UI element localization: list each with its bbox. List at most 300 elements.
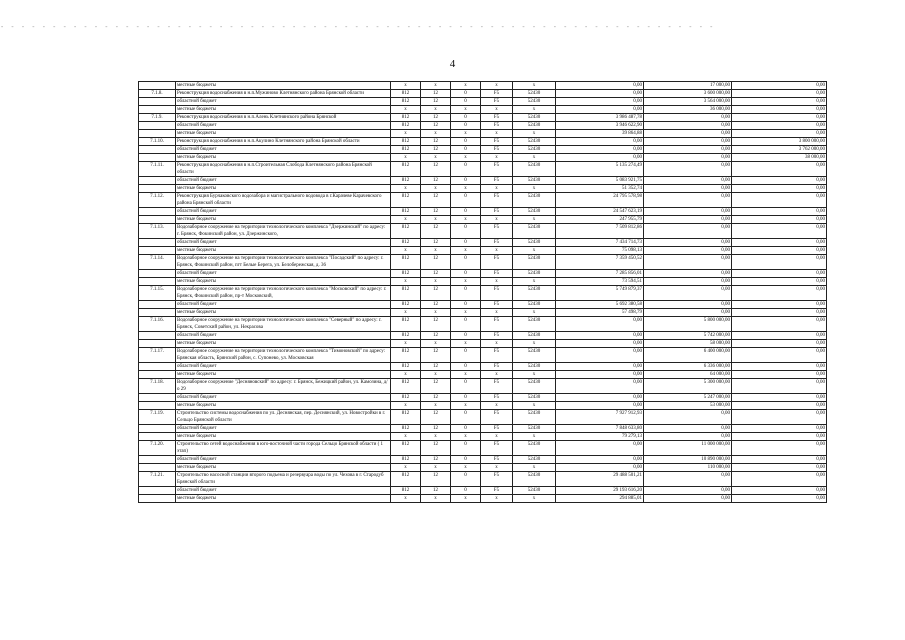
item-name: местные бюджеты xyxy=(176,402,391,410)
value-year-3: 0,00 xyxy=(732,114,827,122)
table-row xyxy=(139,464,827,472)
table-row xyxy=(139,456,827,464)
code-a: x xyxy=(391,247,421,255)
code-d: x xyxy=(481,216,513,224)
code-d: x xyxy=(481,247,513,255)
code-c: x xyxy=(451,278,481,286)
code-a: x xyxy=(391,154,421,162)
code-b: x xyxy=(421,309,451,317)
item-name: областной бюджет xyxy=(176,122,391,130)
code-d: F5 xyxy=(481,332,513,340)
table-row xyxy=(139,177,827,185)
value-year-3: 0,00 xyxy=(732,317,827,332)
code-a: 812 xyxy=(391,472,421,487)
item-number xyxy=(139,464,176,472)
value-year-3: 3 800 000,00 xyxy=(732,138,827,146)
item-number xyxy=(139,146,176,154)
item-number xyxy=(139,495,176,503)
item-name: Водозаборное сооружение на территории технологического комплекса "Северный" по адресу: г. Брянск, Советский район, ул. Некрасова xyxy=(176,317,391,332)
item-name: местные бюджеты xyxy=(176,464,391,472)
code-c: 0 xyxy=(451,114,481,122)
value-year-1: 0,00 xyxy=(556,348,644,363)
item-number: 7.1.12. xyxy=(139,193,176,208)
value-year-2: 3 600 000,00 xyxy=(644,90,732,98)
code-d: F5 xyxy=(481,394,513,402)
item-number xyxy=(139,394,176,402)
code-c: 0 xyxy=(451,138,481,146)
item-name: областной бюджет xyxy=(176,270,391,278)
item-number xyxy=(139,487,176,495)
table-row xyxy=(139,146,827,154)
value-year-2: 0,00 xyxy=(644,154,732,162)
code-e: x xyxy=(513,340,556,348)
table-row xyxy=(139,340,827,348)
code-d: F5 xyxy=(481,286,513,301)
code-a: 812 xyxy=(391,114,421,122)
code-a: 812 xyxy=(391,301,421,309)
value-year-3: 0,00 xyxy=(732,90,827,98)
item-number xyxy=(139,456,176,464)
value-year-2: 3 564 000,00 xyxy=(644,98,732,106)
table-row xyxy=(139,410,827,425)
item-name: местные бюджеты xyxy=(176,340,391,348)
code-e: 52430 xyxy=(513,90,556,98)
code-b: 12 xyxy=(421,146,451,154)
table-row xyxy=(139,138,827,146)
code-e: 52430 xyxy=(513,332,556,340)
code-a: x xyxy=(391,371,421,379)
table-row xyxy=(139,90,827,98)
value-year-1: 0,00 xyxy=(556,154,644,162)
item-number xyxy=(139,154,176,162)
item-name: областной бюджет xyxy=(176,177,391,185)
value-year-3: 0,00 xyxy=(732,332,827,340)
item-number xyxy=(139,98,176,106)
code-a: 812 xyxy=(391,90,421,98)
item-name: местные бюджеты xyxy=(176,433,391,441)
code-c: x xyxy=(451,433,481,441)
code-c: x xyxy=(451,464,481,472)
code-d: F5 xyxy=(481,177,513,185)
item-number xyxy=(139,82,176,90)
code-c: x xyxy=(451,340,481,348)
table-row xyxy=(139,114,827,122)
code-c: x xyxy=(451,495,481,503)
code-a: x xyxy=(391,495,421,503)
code-c: x xyxy=(451,402,481,410)
code-c: x xyxy=(451,247,481,255)
code-b: 12 xyxy=(421,208,451,216)
value-year-2: 0,00 xyxy=(644,425,732,433)
item-name: областной бюджет xyxy=(176,208,391,216)
code-a: 812 xyxy=(391,122,421,130)
code-e: 52430 xyxy=(513,208,556,216)
item-number xyxy=(139,177,176,185)
code-d: x xyxy=(481,106,513,114)
code-a: x xyxy=(391,185,421,193)
value-year-2: 10 890 000,00 xyxy=(644,456,732,464)
code-a: 812 xyxy=(391,239,421,247)
item-name: областной бюджет xyxy=(176,239,391,247)
item-number: 7.1.20. xyxy=(139,441,176,456)
value-year-3: 0,00 xyxy=(732,301,827,309)
value-year-1: 0,00 xyxy=(556,332,644,340)
value-year-2: 0,00 xyxy=(644,239,732,247)
code-c: x xyxy=(451,309,481,317)
code-a: x xyxy=(391,340,421,348)
value-year-1: 7 927 912,93 xyxy=(556,410,644,425)
code-c: 0 xyxy=(451,177,481,185)
code-b: 12 xyxy=(421,286,451,301)
code-d: F5 xyxy=(481,224,513,239)
value-year-1: 5 135 274,49 xyxy=(556,162,644,177)
code-b: x xyxy=(421,247,451,255)
code-b: 12 xyxy=(421,348,451,363)
value-year-2: 11 000 000,00 xyxy=(644,441,732,456)
item-number: 7.1.15. xyxy=(139,286,176,301)
value-year-1: 294 885,01 xyxy=(556,495,644,503)
item-number: 7.1.9. xyxy=(139,114,176,122)
value-year-1: 5 692 380,58 xyxy=(556,301,644,309)
item-name: местные бюджеты xyxy=(176,154,391,162)
code-b: 12 xyxy=(421,317,451,332)
code-a: 812 xyxy=(391,193,421,208)
code-b: 12 xyxy=(421,332,451,340)
value-year-3: 0,00 xyxy=(732,177,827,185)
table-row xyxy=(139,255,827,270)
value-year-2: 0,00 xyxy=(644,255,732,270)
code-c: 0 xyxy=(451,239,481,247)
value-year-1: 7 848 633,80 xyxy=(556,425,644,433)
item-name: Реконструкция водоснабжения в н.п.Алень Клетнянского района Брянской xyxy=(176,114,391,122)
value-year-1: 0,00 xyxy=(556,363,644,371)
value-year-2: 0,00 xyxy=(644,301,732,309)
code-c: 0 xyxy=(451,301,481,309)
code-e: x xyxy=(513,106,556,114)
code-d: F5 xyxy=(481,441,513,456)
code-b: x xyxy=(421,433,451,441)
value-year-1: 0,00 xyxy=(556,340,644,348)
code-c: 0 xyxy=(451,425,481,433)
code-d: F5 xyxy=(481,208,513,216)
value-year-1: 0,00 xyxy=(556,98,644,106)
code-b: 12 xyxy=(421,162,451,177)
code-e: 52430 xyxy=(513,348,556,363)
code-d: F5 xyxy=(481,193,513,208)
value-year-1: 0,00 xyxy=(556,379,644,394)
item-name: местные бюджеты xyxy=(176,309,391,317)
code-e: 52430 xyxy=(513,379,556,394)
value-year-3: 0,00 xyxy=(732,456,827,464)
table-row xyxy=(139,309,827,317)
code-e: 52430 xyxy=(513,441,556,456)
value-year-3: 0,00 xyxy=(732,402,827,410)
value-year-3: 0,00 xyxy=(732,82,827,90)
value-year-2: 58 000,00 xyxy=(644,340,732,348)
item-number xyxy=(139,247,176,255)
value-year-2: 0,00 xyxy=(644,185,732,193)
code-d: x xyxy=(481,433,513,441)
value-year-3: 0,00 xyxy=(732,106,827,114)
code-b: x xyxy=(421,216,451,224)
value-year-2: 0,00 xyxy=(644,138,732,146)
value-year-3: 0,00 xyxy=(732,98,827,106)
code-b: 12 xyxy=(421,193,451,208)
code-d: x xyxy=(481,82,513,90)
code-b: 12 xyxy=(421,363,451,371)
value-year-1: 247 955,79 xyxy=(556,216,644,224)
code-a: x xyxy=(391,106,421,114)
table-row xyxy=(139,82,827,90)
item-number xyxy=(139,185,176,193)
code-c: 0 xyxy=(451,441,481,456)
item-name: местные бюджеты xyxy=(176,216,391,224)
value-year-1: 0,00 xyxy=(556,138,644,146)
budget-table xyxy=(138,81,827,503)
code-c: x xyxy=(451,185,481,193)
item-name: Реконструкция водоснабжения в н.п.Мужиново Клетнянского района Брянской области xyxy=(176,90,391,98)
value-year-1: 0,00 xyxy=(556,82,644,90)
value-year-1: 5 749 879,37 xyxy=(556,286,644,301)
code-d: F5 xyxy=(481,90,513,98)
code-a: 812 xyxy=(391,348,421,363)
code-a: 812 xyxy=(391,146,421,154)
code-c: x xyxy=(451,216,481,224)
code-b: 12 xyxy=(421,301,451,309)
value-year-1: 75 098,13 xyxy=(556,247,644,255)
code-b: x xyxy=(421,106,451,114)
code-e: x xyxy=(513,185,556,193)
value-year-2: 0,00 xyxy=(644,114,732,122)
code-a: 812 xyxy=(391,317,421,332)
value-year-1: 3 946 622,90 xyxy=(556,122,644,130)
code-e: x xyxy=(513,464,556,472)
code-e: 52430 xyxy=(513,138,556,146)
value-year-2: 0,00 xyxy=(644,495,732,503)
value-year-1: 57 498,79 xyxy=(556,309,644,317)
value-year-1: 29 193 616,20 xyxy=(556,487,644,495)
code-a: x xyxy=(391,82,421,90)
code-d: F5 xyxy=(481,456,513,464)
code-a: x xyxy=(391,402,421,410)
code-c: 0 xyxy=(451,270,481,278)
table-row xyxy=(139,98,827,106)
value-year-1: 7 285 856,01 xyxy=(556,270,644,278)
value-year-2: 64 000,00 xyxy=(644,371,732,379)
code-a: 812 xyxy=(391,162,421,177)
code-c: 0 xyxy=(451,224,481,239)
item-number xyxy=(139,301,176,309)
code-e: 52430 xyxy=(513,317,556,332)
code-d: F5 xyxy=(481,138,513,146)
value-year-2: 5 742 000,00 xyxy=(644,332,732,340)
item-name: местные бюджеты xyxy=(176,278,391,286)
item-number: 7.1.17. xyxy=(139,348,176,363)
table-row xyxy=(139,487,827,495)
value-year-3: 0,00 xyxy=(732,224,827,239)
code-b: x xyxy=(421,464,451,472)
value-year-1: 0,00 xyxy=(556,371,644,379)
code-b: 12 xyxy=(421,487,451,495)
value-year-2: 6 336 000,00 xyxy=(644,363,732,371)
item-name: Водозаборное сооружение на территории технологического комплекса "Московский" по адресу: г. Брянск, Фокинский район, пр-т Московский, xyxy=(176,286,391,301)
value-year-1: 0,00 xyxy=(556,317,644,332)
code-d: x xyxy=(481,185,513,193)
code-b: x xyxy=(421,82,451,90)
value-year-2: 36 000,00 xyxy=(644,106,732,114)
code-e: x xyxy=(513,154,556,162)
table-row xyxy=(139,317,827,332)
code-b: x xyxy=(421,402,451,410)
code-d: F5 xyxy=(481,255,513,270)
item-name: областной бюджет xyxy=(176,146,391,154)
item-number xyxy=(139,122,176,130)
code-e: 52430 xyxy=(513,255,556,270)
item-number xyxy=(139,363,176,371)
value-year-3: 0,00 xyxy=(732,472,827,487)
item-name: местные бюджеты xyxy=(176,247,391,255)
header-artifact: - - - - - - - - - - - - - - - - - - - - - - - - - - - - - - - - - - - - - - - - - - - - - - - - - - - - - - - - - - - - - - - - - - - - - xyxy=(0,23,715,31)
item-number: 7.1.21. xyxy=(139,472,176,487)
code-b: 12 xyxy=(421,90,451,98)
item-number xyxy=(139,309,176,317)
code-a: x xyxy=(391,278,421,286)
item-number xyxy=(139,433,176,441)
code-c: 0 xyxy=(451,98,481,106)
item-name: Реконструкция Бурчаковского водозабора и магистрального водовода в г.Карачеве Карачевского района Брянской области xyxy=(176,193,391,208)
value-year-1: 3 986 487,78 xyxy=(556,114,644,122)
value-year-1: 24 547 623,19 xyxy=(556,208,644,216)
value-year-1: 0,00 xyxy=(556,146,644,154)
value-year-3: 0,00 xyxy=(732,410,827,425)
code-c: 0 xyxy=(451,456,481,464)
code-c: 0 xyxy=(451,208,481,216)
item-name: Водозаборное сооружение на территории технологического комплекса "Посадский" по адресу: г. Брянск, Фокинский район, пгт Белые Берега, ул. Белобережская, д. 36 xyxy=(176,255,391,270)
value-year-3: 0,00 xyxy=(732,255,827,270)
code-c: x xyxy=(451,82,481,90)
table-row xyxy=(139,441,827,456)
table-row xyxy=(139,270,827,278)
table-row xyxy=(139,379,827,394)
value-year-2: 110 000,00 xyxy=(644,464,732,472)
code-c: 0 xyxy=(451,472,481,487)
code-b: 12 xyxy=(421,425,451,433)
item-number xyxy=(139,130,176,138)
item-name: областной бюджет xyxy=(176,394,391,402)
value-year-2: 5 800 000,00 xyxy=(644,317,732,332)
code-c: 0 xyxy=(451,487,481,495)
value-year-3: 0,00 xyxy=(732,162,827,177)
value-year-1: 0,00 xyxy=(556,464,644,472)
code-a: x xyxy=(391,464,421,472)
code-d: F5 xyxy=(481,270,513,278)
code-a: 812 xyxy=(391,255,421,270)
value-year-1: 7 509 812,86 xyxy=(556,224,644,239)
item-name: областной бюджет xyxy=(176,487,391,495)
value-year-2: 0,00 xyxy=(644,146,732,154)
code-c: x xyxy=(451,371,481,379)
item-number: 7.1.18. xyxy=(139,379,176,394)
value-year-1: 5 083 921,75 xyxy=(556,177,644,185)
item-number: 7.1.19. xyxy=(139,410,176,425)
code-b: x xyxy=(421,371,451,379)
item-number xyxy=(139,402,176,410)
table-row xyxy=(139,130,827,138)
code-a: 812 xyxy=(391,363,421,371)
code-d: F5 xyxy=(481,114,513,122)
code-a: x xyxy=(391,130,421,138)
code-d: x xyxy=(481,278,513,286)
code-e: x xyxy=(513,371,556,379)
code-e: 52430 xyxy=(513,456,556,464)
item-name: областной бюджет xyxy=(176,98,391,106)
table-row xyxy=(139,301,827,309)
table-row xyxy=(139,472,827,487)
code-e: x xyxy=(513,402,556,410)
code-e: 52430 xyxy=(513,224,556,239)
item-number xyxy=(139,239,176,247)
code-d: F5 xyxy=(481,410,513,425)
value-year-3: 0,00 xyxy=(732,216,827,224)
code-e: 52430 xyxy=(513,177,556,185)
code-c: x xyxy=(451,130,481,138)
item-number xyxy=(139,332,176,340)
item-name: местные бюджеты xyxy=(176,82,391,90)
value-year-3: 0,00 xyxy=(732,239,827,247)
code-e: 52430 xyxy=(513,301,556,309)
code-b: x xyxy=(421,154,451,162)
code-e: x xyxy=(513,216,556,224)
table-row xyxy=(139,247,827,255)
item-name: местные бюджеты xyxy=(176,495,391,503)
code-a: 812 xyxy=(391,456,421,464)
value-year-1: 51 352,74 xyxy=(556,185,644,193)
code-b: 12 xyxy=(421,177,451,185)
code-d: x xyxy=(481,464,513,472)
value-year-1: 7 434 714,73 xyxy=(556,239,644,247)
value-year-2: 6 400 000,00 xyxy=(644,348,732,363)
code-c: 0 xyxy=(451,348,481,363)
code-b: 12 xyxy=(421,98,451,106)
code-b: 12 xyxy=(421,270,451,278)
value-year-2: 5 300 000,00 xyxy=(644,379,732,394)
value-year-2: 5 247 000,00 xyxy=(644,394,732,402)
value-year-3: 0,00 xyxy=(732,122,827,130)
value-year-1: 39 864,88 xyxy=(556,130,644,138)
code-e: x xyxy=(513,309,556,317)
value-year-3: 0,00 xyxy=(732,371,827,379)
code-e: x xyxy=(513,247,556,255)
value-year-2: 0,00 xyxy=(644,472,732,487)
table-row xyxy=(139,208,827,216)
code-b: 12 xyxy=(421,456,451,464)
code-b: 12 xyxy=(421,410,451,425)
table-row xyxy=(139,224,827,239)
code-d: x xyxy=(481,130,513,138)
code-a: 812 xyxy=(391,379,421,394)
item-number: 7.1.11. xyxy=(139,162,176,177)
value-year-1: 0,00 xyxy=(556,394,644,402)
item-name: областной бюджет xyxy=(176,425,391,433)
code-e: 52430 xyxy=(513,98,556,106)
table-row xyxy=(139,154,827,162)
value-year-2: 0,00 xyxy=(644,208,732,216)
table-row xyxy=(139,122,827,130)
code-e: 52430 xyxy=(513,270,556,278)
table-body xyxy=(139,82,827,503)
code-b: 12 xyxy=(421,122,451,130)
code-e: 52430 xyxy=(513,286,556,301)
